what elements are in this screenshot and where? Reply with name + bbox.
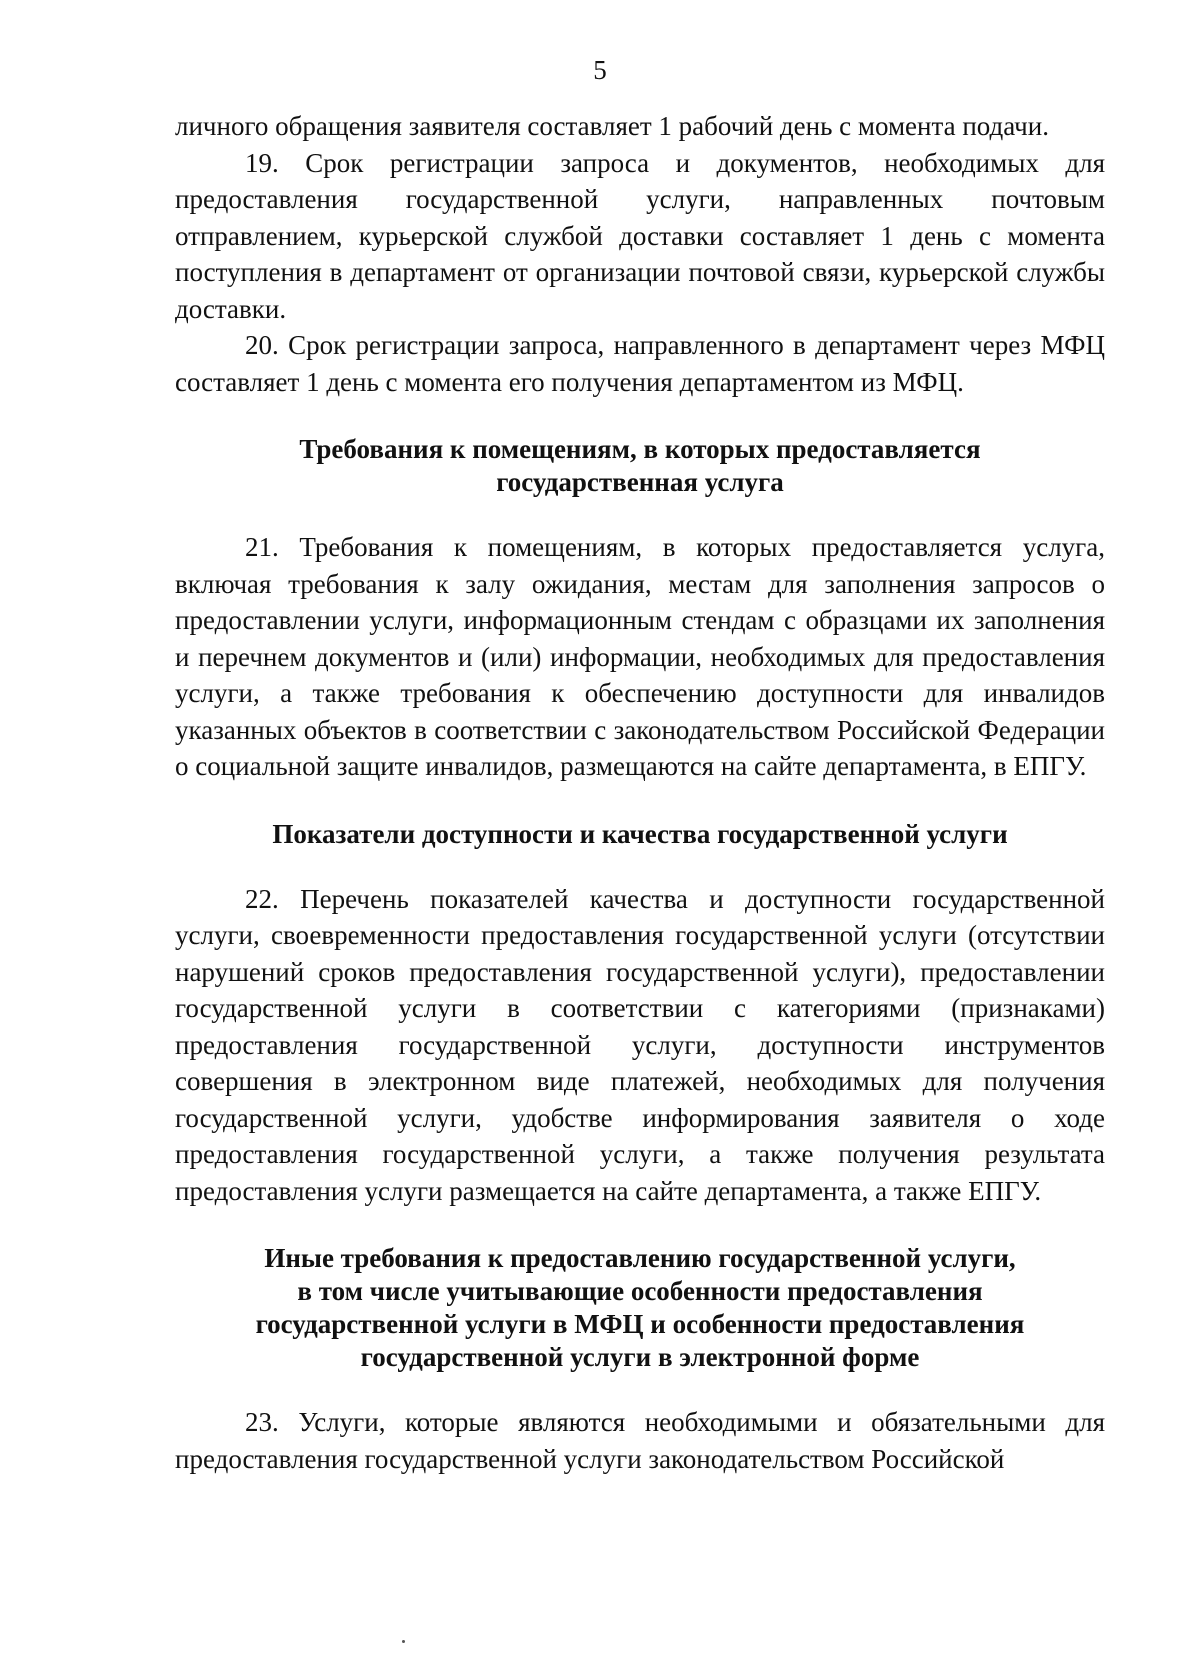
heading-line: Показатели доступности и качества государственной услуги <box>272 818 1008 849</box>
document-body <box>175 108 1105 1477</box>
heading-line: Требования к помещениям, в которых предоставляется <box>299 434 981 464</box>
heading-availability-indicators <box>175 818 1105 851</box>
paragraph-20: 20. Срок регистрации запроса, направленного в департамент через МФЦ составляет 1 день с момента его получения департаментом из МФЦ. <box>175 330 1105 397</box>
paragraph-23: 23. Услуги, которые являются необходимыми и обязательными для предоставления государственной услуги законодательством Российской <box>175 1407 1105 1474</box>
heading-line: в том числе учитывающие особенности предоставления <box>297 1276 983 1306</box>
heading-line: государственная услуга <box>496 467 784 497</box>
heading-line: Иные требования к предоставлению государственной услуги, <box>264 1243 1016 1273</box>
page-number: 5 <box>593 55 607 85</box>
paragraph-18-continuation: личного обращения заявителя составляет 1 рабочий день с момента подачи. <box>175 111 1049 141</box>
heading-line: государственной услуги в МФЦ и особенности предоставления <box>255 1309 1025 1339</box>
heading-line: государственной услуги в электронной форме <box>360 1342 920 1372</box>
paragraph-22: 22. Перечень показателей качества и доступности государственной услуги, своевременности предоставления государственной услуги (отсутствии нарушений сроков предоставления государственной услуги), предоставлении государственной услуги в соответствии с категориями (признаками) предоставления государственной услуги, доступности инструментов совершения в электронном виде платежей, необходимых для получения государственной услуги, удобстве информирования заявителя о ходе предоставления государственной услуги, а также получения результата предоставления услуги размещается на сайте департамента, а также ЕПГУ. <box>175 883 1105 1206</box>
paragraph-19: 19. Срок регистрации запроса и документов, необходимых для предоставления государственной услуги, направленных почтовым отправлением, курьерской службой доставки составляет 1 день с момента поступления в департамент от организации почтовой связи, курьерской службы доставки. <box>175 147 1105 324</box>
heading-other-requirements <box>175 1242 1105 1374</box>
scan-speck <box>402 1640 405 1643</box>
paragraph-21: 21. Требования к помещениям, в которых предоставляется услуга, включая требования к залу ожидания, местам для заполнения запросов о предоставлении услуги, информационным стендам с образцами их заполнения и перечнем документов и (или) информации, необходимых для предоставления услуги, а также требования к обеспечению доступности для инвалидов указанных объектов в соответствии с законодательством Российской Федерации о социальной защите инвалидов, размещаются на сайте департамента, в ЕПГУ. <box>175 532 1105 781</box>
heading-premises-requirements <box>175 433 1105 499</box>
